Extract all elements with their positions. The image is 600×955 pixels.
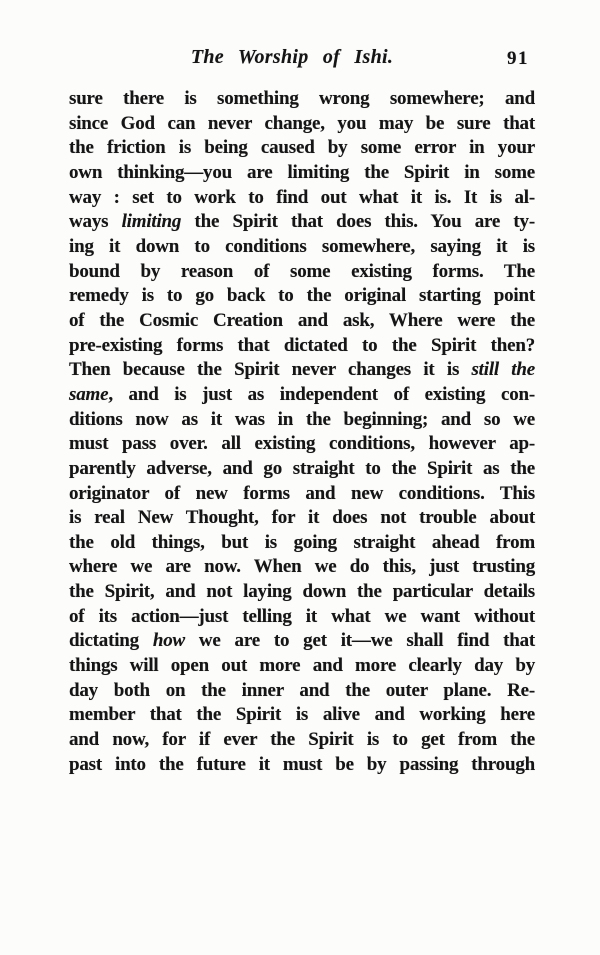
- text-line: past into the future it must be by passing through: [69, 753, 535, 775]
- text-line: ditions now as it was in the beginning; and so we: [69, 408, 535, 430]
- text-line: of its action—just telling it what we want without: [69, 605, 535, 627]
- text-line: own thinking—you are limiting the Spirit in some: [69, 161, 535, 183]
- text-line: dictating how we are to get it—we shall find that: [69, 630, 536, 652]
- text-line: way : set to work to find out what it is. It is al-: [69, 186, 535, 208]
- text-line: parently adverse, and go straight to the Spirit as the: [69, 457, 535, 479]
- text-line: Then because the Spirit never changes it is still the: [69, 359, 535, 381]
- text-line: ing it down to conditions somewhere, saying it is: [69, 235, 535, 257]
- text-line: bound by reason of some existing forms. The: [69, 260, 535, 282]
- text-line: same, and is just as independent of existing con-: [69, 383, 535, 405]
- text-line: the friction is being caused by some error in your: [69, 137, 535, 159]
- text-line: day both on the inner and the outer plane. Re-: [69, 679, 535, 701]
- text-line: where we are now. When we do this, just trusting: [69, 556, 535, 578]
- text-line: originator of new forms and new conditions. This: [69, 482, 535, 504]
- text-line: sure there is something wrong somewhere; and: [69, 88, 535, 109]
- text-line: pre-existing forms that dictated to the Spirit then?: [69, 334, 535, 356]
- page-header: [69, 46, 535, 74]
- text-line: of the Cosmic Creation and ask, Where were the: [69, 309, 535, 331]
- text-line: things will open out more and more clearly day by: [69, 655, 535, 677]
- text-line: must pass over. all existing conditions, however ap-: [69, 433, 535, 455]
- running-title: The Worship of Ishi.: [190, 46, 394, 68]
- text-line: and now, for if ever the Spirit is to get from the: [69, 729, 535, 751]
- text-line: ways limiting the Spirit that does this. You are ty-: [69, 211, 535, 233]
- text-line: member that the Spirit is alive and working here: [69, 704, 535, 726]
- text-line: since God can never change, you may be sure that: [69, 112, 535, 134]
- text-line: remedy is to go back to the original starting point: [69, 285, 535, 307]
- text-line: the Spirit, and not laying down the particular details: [69, 581, 535, 603]
- text-line: is real New Thought, for it does not trouble about: [69, 507, 535, 529]
- body-text: [69, 87, 535, 777]
- text-line: the old things, but is going straight ahead from: [69, 531, 535, 553]
- page-number: 91: [507, 48, 529, 69]
